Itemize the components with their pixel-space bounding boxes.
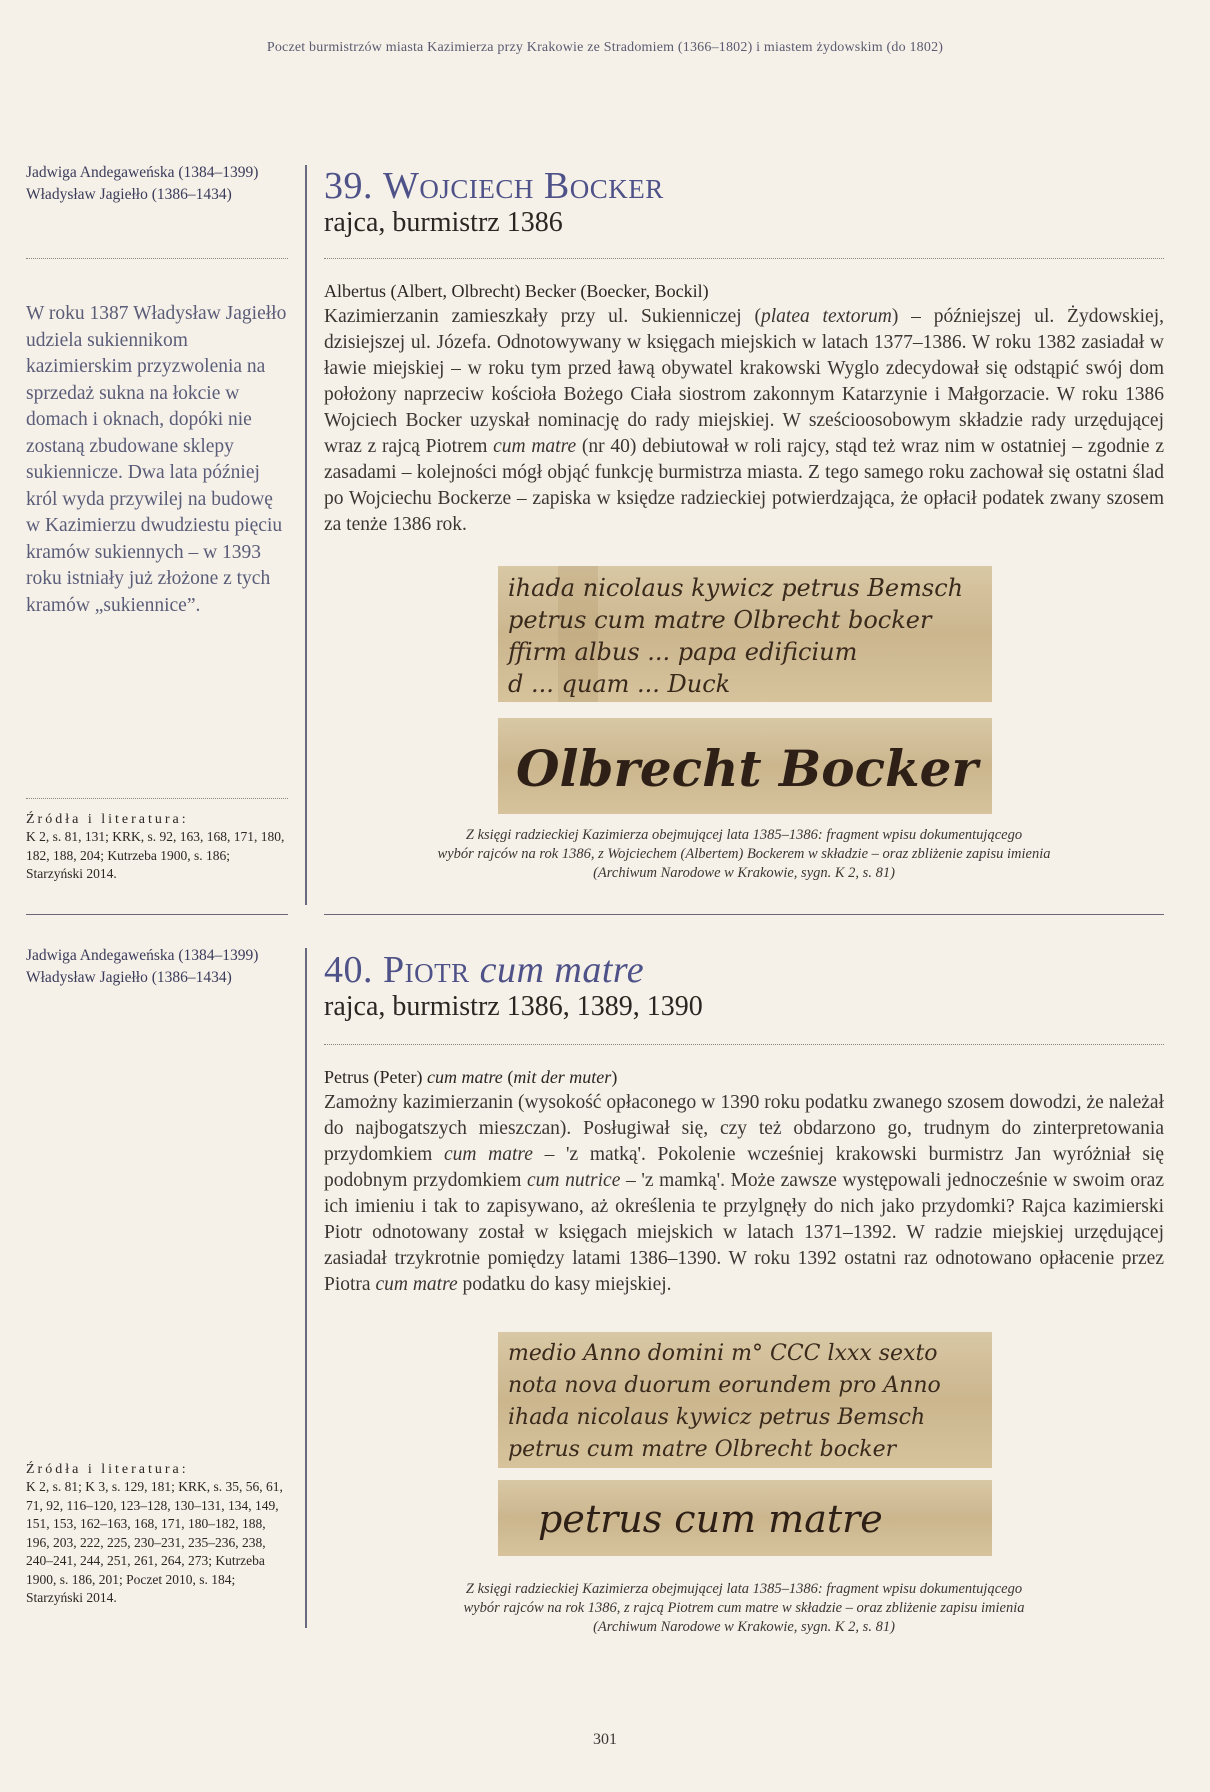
manuscript-line: nota nova duorum eorundem pro Anno (508, 1373, 941, 1398)
margin-divider (26, 258, 288, 259)
manuscript-script (498, 1332, 992, 1468)
manuscript-line: petrus cum matre (538, 1497, 883, 1541)
entry-number: 40. (324, 949, 373, 991)
running-head: Poczet burmistrzów miasta Kazimierza przy Krakowie ze Stradomiem (1366–1802) i miastem żydowskim (do 1802) (266, 40, 944, 55)
rulers-list-39 (26, 162, 288, 206)
entry-name: Piotr (383, 949, 470, 991)
manuscript-closeup (498, 1480, 992, 1556)
figure-caption: Z księgi radzieckiej Kazimierza obejmującej lata 1385–1386: fragment wpisu dokumentującego wybór rajców na rok 1386, z Wojciechem (Albertem) Bockerem w składzie – oraz zbliżenie zapisu imienia (Archiwum Narodowe w Krakowie, sygn. K 2, s. 81) (437, 827, 1051, 881)
sources-40 (26, 1462, 288, 1608)
sources-text: K 2, s. 81; K 3, s. 129, 181; KRK, s. 35, 56, 61, 71, 92, 116–120, 123–128, 130–131, 134, 149, 151, 153, 162–163, 168, 171, 180–182, 188, 196, 203, 222, 225, 230–231, 235–236, 238, 240–241, 244, 251, 261, 264, 273; Kutrzeba 1900, s. 186, 201; Poczet 2010, s. 184; Starzyński 2014. (26, 1479, 283, 1605)
name-variants: Albertus (Albert, Olbrecht) Becker (Boecker, Bockil) (324, 281, 709, 301)
entry-39-body (324, 278, 1164, 538)
entry-subtitle: rajca, burmistrz 1386, 1389, 1390 (324, 991, 703, 1022)
figure-caption: Z księgi radzieckiej Kazimierza obejmującej lata 1385–1386: fragment wpisu dokumentującego wybór rajców na rok 1386, z rajcą Piotrem cum matre w składzie – oraz zbliżenie zapisu imienia (Archiwum Narodowe w Krakowie, sygn. K 2, s. 81) (463, 1581, 1025, 1635)
manuscript-image (498, 1332, 992, 1468)
entry-number: 39. (324, 165, 373, 207)
sources-text: K 2, s. 81, 131; KRK, s. 92, 163, 168, 171, 180, 182, 188, 204; Kutrzeba 1900, s. 186; Starzyński 2014. (26, 829, 285, 881)
manuscript-line: medio Anno domini m° CCC lxxx sexto (508, 1341, 938, 1366)
entry-separator (324, 914, 1164, 915)
manuscript-script (498, 1480, 992, 1556)
entry-name: Wojciech Bocker (383, 165, 664, 207)
entry-name-epithet: cum matre (479, 949, 645, 991)
manuscript-image (498, 566, 992, 702)
margin-divider (26, 798, 288, 799)
entry-body: Zamożny kazimierzanin (wysokość opłaconego w 1390 roku podatku zwanego szosem dowodzi, że należał do najbogatszych mieszczan). Posługiwał się, czy też obdarzono go, trudnym do zinterpretowania przydomkiem cum matre – 'z matką'. Pokolenie wcześniej krakowski burmistrz Jan wyróżniał się podobnym przydomkiem cum nutrice – 'z mamką'. Może zawsze występowali jednocześnie w swoim oraz ich imieniu i tak to zapisywano, aż określenia te przylgnęły do nich jako przydomki? Rajca kazimierski Piotr odnotowany został w księgach miejskich w latach 1371–1392. W radzie miejskiej urzędującej zasiadał trzykrotnie pomiędzy latami 1386–1390. W roku 1392 ostatni raz odnotowano opłacenie przez Piotra cum matre podatku do kasy miejskiej. (324, 1092, 1165, 1295)
ruler-line: Jadwiga Andegaweńska (1384–1399) (26, 947, 259, 964)
column-rule (305, 165, 307, 905)
sources-heading: Źródła i literatura: (26, 1462, 189, 1477)
entry-subtitle: rajca, burmistrz 1386 (324, 207, 563, 238)
ruler-line: Władysław Jagiełło (1386–1434) (26, 186, 232, 203)
margin-note: W roku 1387 Władysław Jagiełło udziela sukiennikom kazimierskim przyzwolenia na sprzedaż sukna na łokcie w domach i oknach, dopóki nie zostaną zbudowane sklepy sukiennicze. Dwa lata później król wyda przywilej na budowę w Kazimierzu dwudziestu pięciu kramów sukiennych – w 1393 roku istniały już złożone z tych kramów „sukiennice”. (26, 303, 287, 616)
entry-39-header (324, 166, 1164, 240)
sources-39 (26, 812, 288, 884)
column-rule (305, 948, 307, 1628)
manuscript-script (498, 718, 992, 814)
entry-body: Kazimierzanin zamieszkały przy ul. Sukienniczej (platea textorum) – późniejszej ul. Żydowskiej, dzisiejszej ul. Józefa. Odnotowywany w księgach miejskich w latach 1377–1386. W roku 1382 zasiadał w ławie miejskiej – w roku tym przed ławą obywatel krakowski Wyglo zdecydował się odstąpić swój dom położony naprzeciw kościoła Bożego Ciała siostrom zakonnym Katarzynie i Małgorzacie. W roku 1386 Wojciech Bocker uzyskał nominację do rady miejskiej. W sześcioosobowym składzie rady urzędującej wraz z rajcą Piotrem cum matre (nr 40) debiutował w roli rajcy, stąd też wraz nim w ostatniej – zgodnie z zasadami – kolejności mógł objąć funkcję burmistrza miasta. Z tego samego roku zachował się ostatni ślad po Wojciechu Bockerze – zapiska w księdze radzieckiej potwierdzająca, że opłacił podatek zwany szosem za tenże 1386 rok. (324, 306, 1164, 535)
manuscript-line: Olbrecht Bocker (516, 739, 978, 798)
entry-40-header (324, 950, 1164, 1024)
entry-divider (324, 1044, 1164, 1045)
entry-title (324, 950, 1164, 990)
manuscript-line: ihada nicolaus kywicz petrus Bemsch (508, 574, 964, 602)
page-number: 301 (593, 1731, 617, 1748)
sources-heading: Źródła i literatura: (26, 812, 189, 827)
manuscript-line: petrus cum matre Olbrecht bocker (508, 606, 932, 634)
entry-40-body (324, 1064, 1164, 1298)
ruler-line: Władysław Jagiełło (1386–1434) (26, 969, 232, 986)
name-variants: Petrus (Peter) cum matre (mit der muter) (324, 1067, 618, 1087)
margin-separator (26, 914, 288, 915)
manuscript-line: d ... quam ... Duck (508, 670, 731, 698)
entry-title (324, 166, 1164, 206)
manuscript-script (498, 566, 992, 702)
manuscript-line: ffirm albus ... papa edificium (508, 638, 858, 666)
manuscript-closeup (498, 718, 992, 814)
ruler-line: Jadwiga Andegaweńska (1384–1399) (26, 164, 259, 181)
manuscript-line: ihada nicolaus kywicz petrus Bemsch (508, 1405, 926, 1430)
entry-divider (324, 258, 1164, 259)
rulers-list-40 (26, 945, 288, 989)
manuscript-line: petrus cum matre Olbrecht bocker (508, 1437, 897, 1462)
